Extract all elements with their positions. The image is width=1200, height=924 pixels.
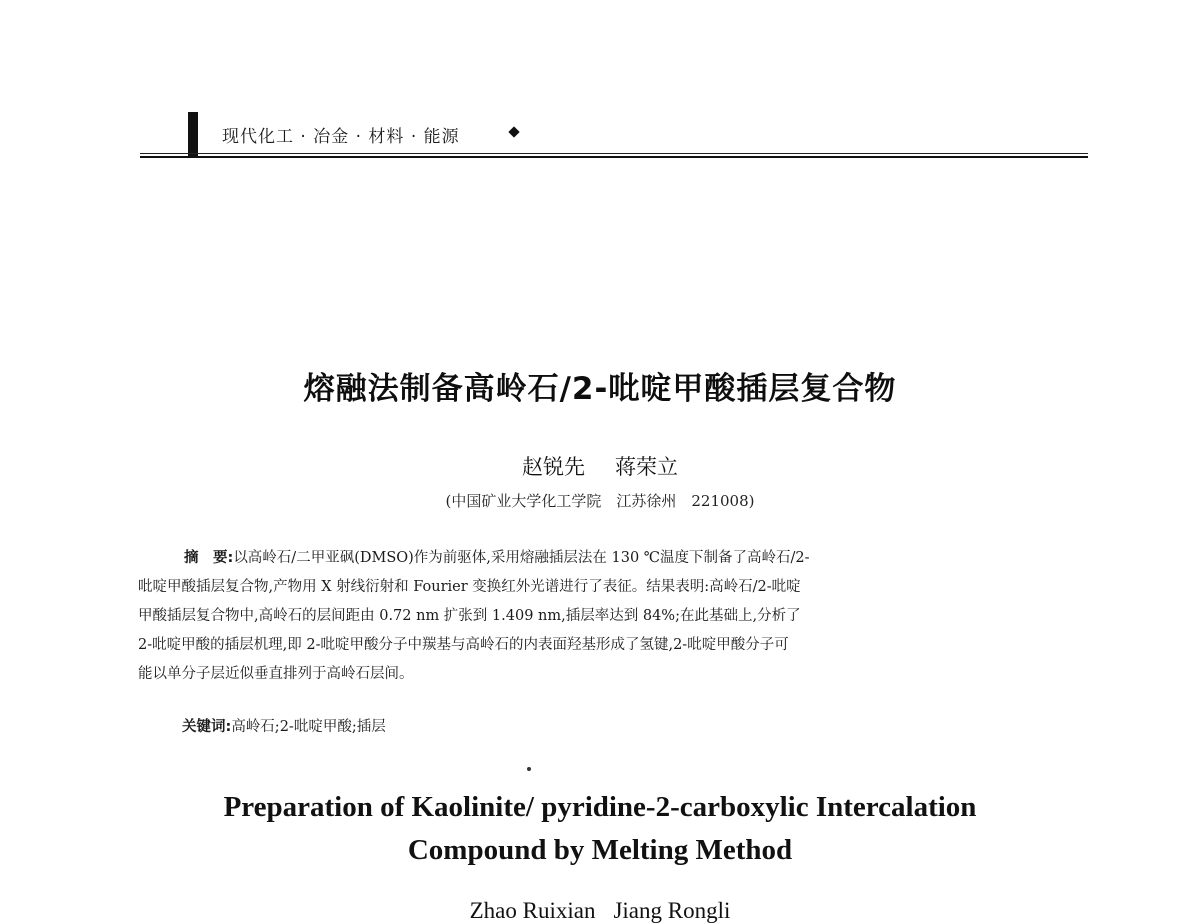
author-en-1: Zhao Ruixian [469,898,596,923]
abstract-line: 能以单分子层近似垂直排列于高岭石层间。 [138,666,414,682]
running-header: 现代化工 · 冶金 · 材料 · 能源 [222,127,460,147]
abstract-line: 甲酸插层复合物中,高岭石的层间距由 0.72 nm 扩张到 1.409 nm,插层率达到 84%;在此基础上,分析了 [138,608,801,624]
header-bar-mark [188,112,198,156]
keywords-text: 高岭石;2-吡啶甲酸;插层 [231,719,386,735]
chinese-keywords [182,715,386,736]
keywords-label: 关键词: [182,719,232,735]
chinese-authors [0,451,1200,481]
abstract-line-text: 以高岭石/二甲亚砜(DMSO)作为前驱体,采用熔融插层法在 130 ℃温度下制备了高岭石/2- [233,550,810,566]
english-title [0,786,1200,872]
author-cn-1: 赵锐先 [522,455,585,479]
header-rule-thin [140,153,1088,154]
english-title-line-1: Preparation of Kaolinite/ pyridine-2-carboxylic Intercalation [223,791,977,823]
author-en-2: Jiang Rongli [613,898,731,923]
header-rule-thick [140,156,1088,158]
scan-speck [527,767,531,771]
chinese-abstract [138,544,1088,689]
chinese-title: 熔融法制备高岭石/2-吡啶甲酸插层复合物 [303,371,897,407]
abstract-line: 吡啶甲酸插层复合物,产物用 X 射线衍射和 Fourier 变换红外光谱进行了表征。结果表明:高岭石/2-吡啶 [138,579,801,595]
abstract-label: 摘 要: [184,550,234,566]
english-title-line-2: Compound by Melting Method [407,834,793,866]
diamond-icon [508,126,519,137]
author-cn-2: 蒋荣立 [615,455,678,479]
abstract-line: 2-吡啶甲酸的插层机理,即 2-吡啶甲酸分子中羰基与高岭石的内表面羟基形成了氢键,2-吡啶甲酸分子可 [138,637,789,653]
abstract-line [138,544,1088,573]
english-authors [0,898,1200,924]
chinese-affiliation: (中国矿业大学化工学院 江苏徐州 221008) [445,492,755,510]
